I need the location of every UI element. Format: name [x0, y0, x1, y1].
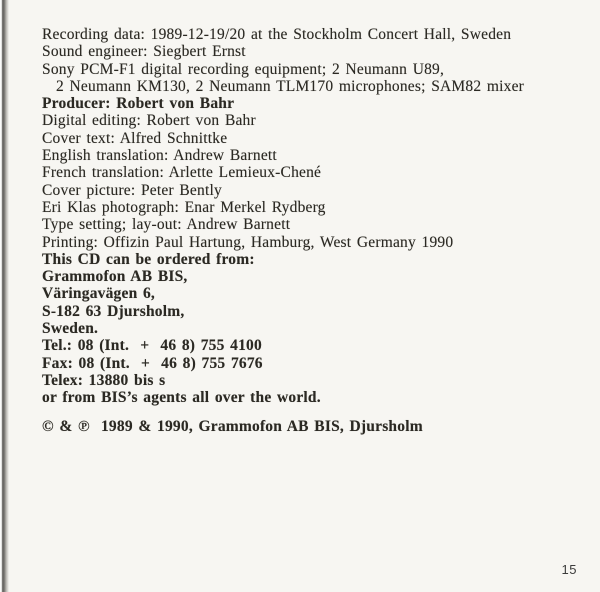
credits-block [42, 26, 586, 435]
copyright-line: © & ℗ 1989 & 1990, Grammofon AB BIS, Djursholm [42, 417, 423, 435]
order-telex: Telex: 13880 bis s [42, 371, 166, 389]
order-address-country: Sweden. [42, 320, 99, 338]
credits-line-typesetting: Type setting; lay-out: Andrew Barnett [42, 216, 291, 234]
page-number: 15 [561, 562, 577, 577]
credits-line-cover-picture: Cover picture: Peter Bently [42, 181, 222, 199]
credits-line-recording-data: Recording data: 1989-12-19/20 at the Stockholm Concert Hall, Sweden [42, 26, 512, 43]
order-address-postal: S-182 63 Djursholm, [42, 302, 185, 320]
order-address-street: Väringavägen 6, [42, 285, 155, 303]
credits-line-equipment-cont: 2 Neumann KM130, 2 Neumann TLM170 microphones; SAM82 mixer [56, 77, 525, 95]
order-fax: Fax: 08 (Int. + 46 8) 755 7676 [42, 354, 263, 372]
credits-line-sound-engineer: Sound engineer: Siegbert Ernst [42, 43, 246, 61]
credits-line-digital-editing: Digital editing: Robert von Bahr [42, 112, 256, 130]
order-address-company: Grammofon AB BIS, [42, 268, 188, 286]
order-telephone: Tel.: 08 (Int. + 46 8) 755 4100 [42, 337, 262, 355]
credits-line-french-translation: French translation: Arlette Lemieux-Chené [42, 164, 322, 182]
credits-line-printing: Printing: Offizin Paul Hartung, Hamburg, West Germany 1990 [42, 233, 454, 251]
page-spine-shadow [0, 0, 9, 592]
credits-line-english-translation: English translation: Andrew Barnett [42, 147, 277, 165]
credits-line-cover-text: Cover text: Alfred Schnittke [42, 129, 228, 147]
credits-line-producer: Producer: Robert von Bahr [42, 95, 235, 113]
order-heading: This CD can be ordered from: [42, 250, 255, 268]
credits-line-equipment: Sony PCM-F1 digital recording equipment; 2 Neumann U89, [42, 60, 445, 78]
credits-line-photograph: Eri Klas photograph: Enar Merkel Rydberg [42, 198, 326, 216]
order-agents-note: or from BIS’s agents all over the world. [42, 389, 321, 407]
